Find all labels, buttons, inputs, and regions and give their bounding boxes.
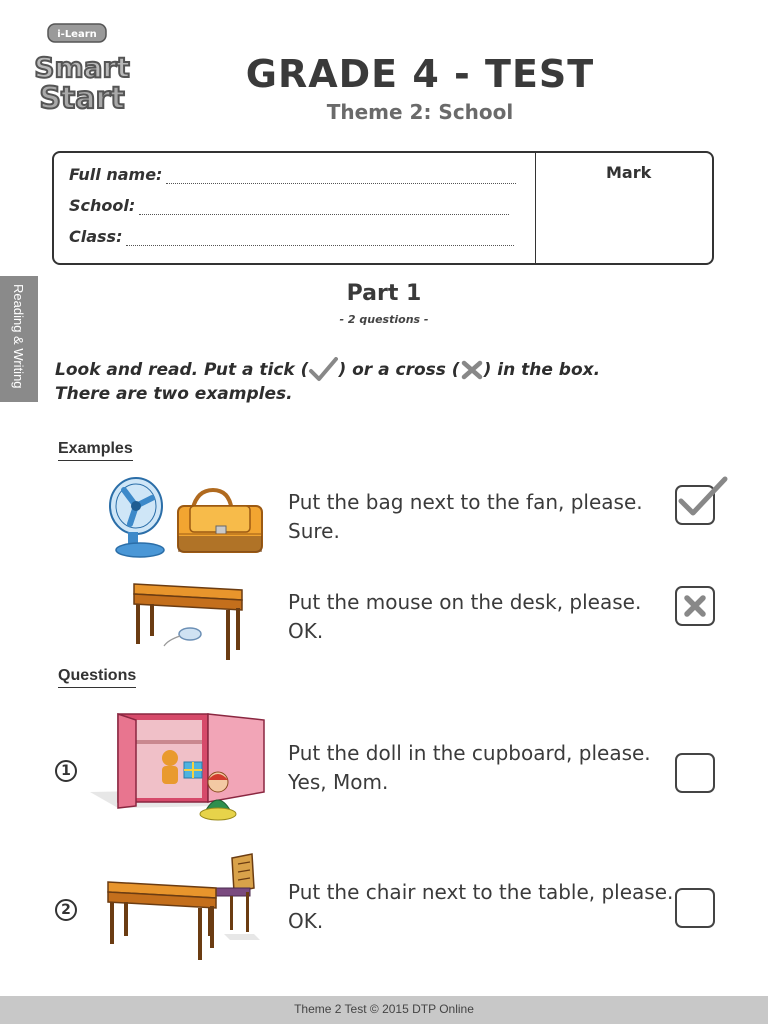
table-and-chair-illustration (104, 852, 264, 962)
school-line[interactable] (139, 200, 509, 215)
part-title: Part 1 (346, 281, 422, 306)
desk-and-mouse-illustration (128, 578, 248, 662)
question-1-number: 1 (55, 760, 77, 782)
svg-text:Smart: Smart (34, 51, 130, 84)
page-title: GRADE 4 - TEST (245, 52, 595, 96)
tick-icon (675, 475, 731, 523)
example-2-answer-box[interactable] (675, 586, 715, 626)
question-2-answer-box[interactable] (675, 888, 715, 928)
cupboard-and-doll-illustration (88, 710, 268, 830)
page-footer: Theme 2 Test © 2015 DTP Online (0, 996, 768, 1024)
cross-icon (677, 588, 713, 624)
full-name-line[interactable] (166, 169, 516, 184)
school-label: School: (69, 196, 136, 215)
class-label: Class: (69, 227, 123, 246)
part-subtitle: - 2 questions - (339, 313, 429, 326)
question-2-text: Put the chair next to the table, please. OK. (288, 880, 674, 933)
side-tab (0, 276, 38, 402)
class-field[interactable] (69, 227, 514, 246)
info-divider (535, 153, 536, 263)
student-info-box (52, 151, 714, 265)
instruction-line-2: There are two examples. (55, 384, 293, 404)
school-field[interactable] (69, 196, 509, 215)
class-line[interactable] (126, 231, 514, 246)
page-subtitle: Theme 2: School (326, 100, 514, 124)
example-2-text: Put the mouse on the desk, please. OK. (288, 590, 642, 643)
question-1-text: Put the doll in the cupboard, please. Yes, Mom. (288, 741, 651, 794)
example-1-answer-box[interactable] (675, 485, 715, 525)
full-name-field[interactable] (69, 165, 516, 184)
svg-text:i-Learn: i-Learn (57, 29, 97, 40)
fan-and-bag-illustration (108, 472, 268, 558)
question-2-number: 2 (55, 899, 77, 921)
examples-label: Examples (58, 440, 133, 461)
full-name-label: Full name: (69, 165, 163, 184)
example-1-text: Put the bag next to the fan, please. Sure. (288, 490, 643, 543)
mark-label: Mark (606, 163, 652, 182)
questions-label: Questions (58, 667, 136, 688)
cross-icon (460, 359, 484, 381)
question-1-answer-box[interactable] (675, 753, 715, 793)
svg-text:Start: Start (39, 81, 125, 116)
smart-start-logo (20, 22, 140, 122)
instruction-line-1: Look and read. Put a tick ( ) or a cross ( ) in the box. (55, 357, 600, 383)
side-tab-label: Reading & Writing (11, 284, 26, 389)
tick-icon (308, 357, 338, 383)
